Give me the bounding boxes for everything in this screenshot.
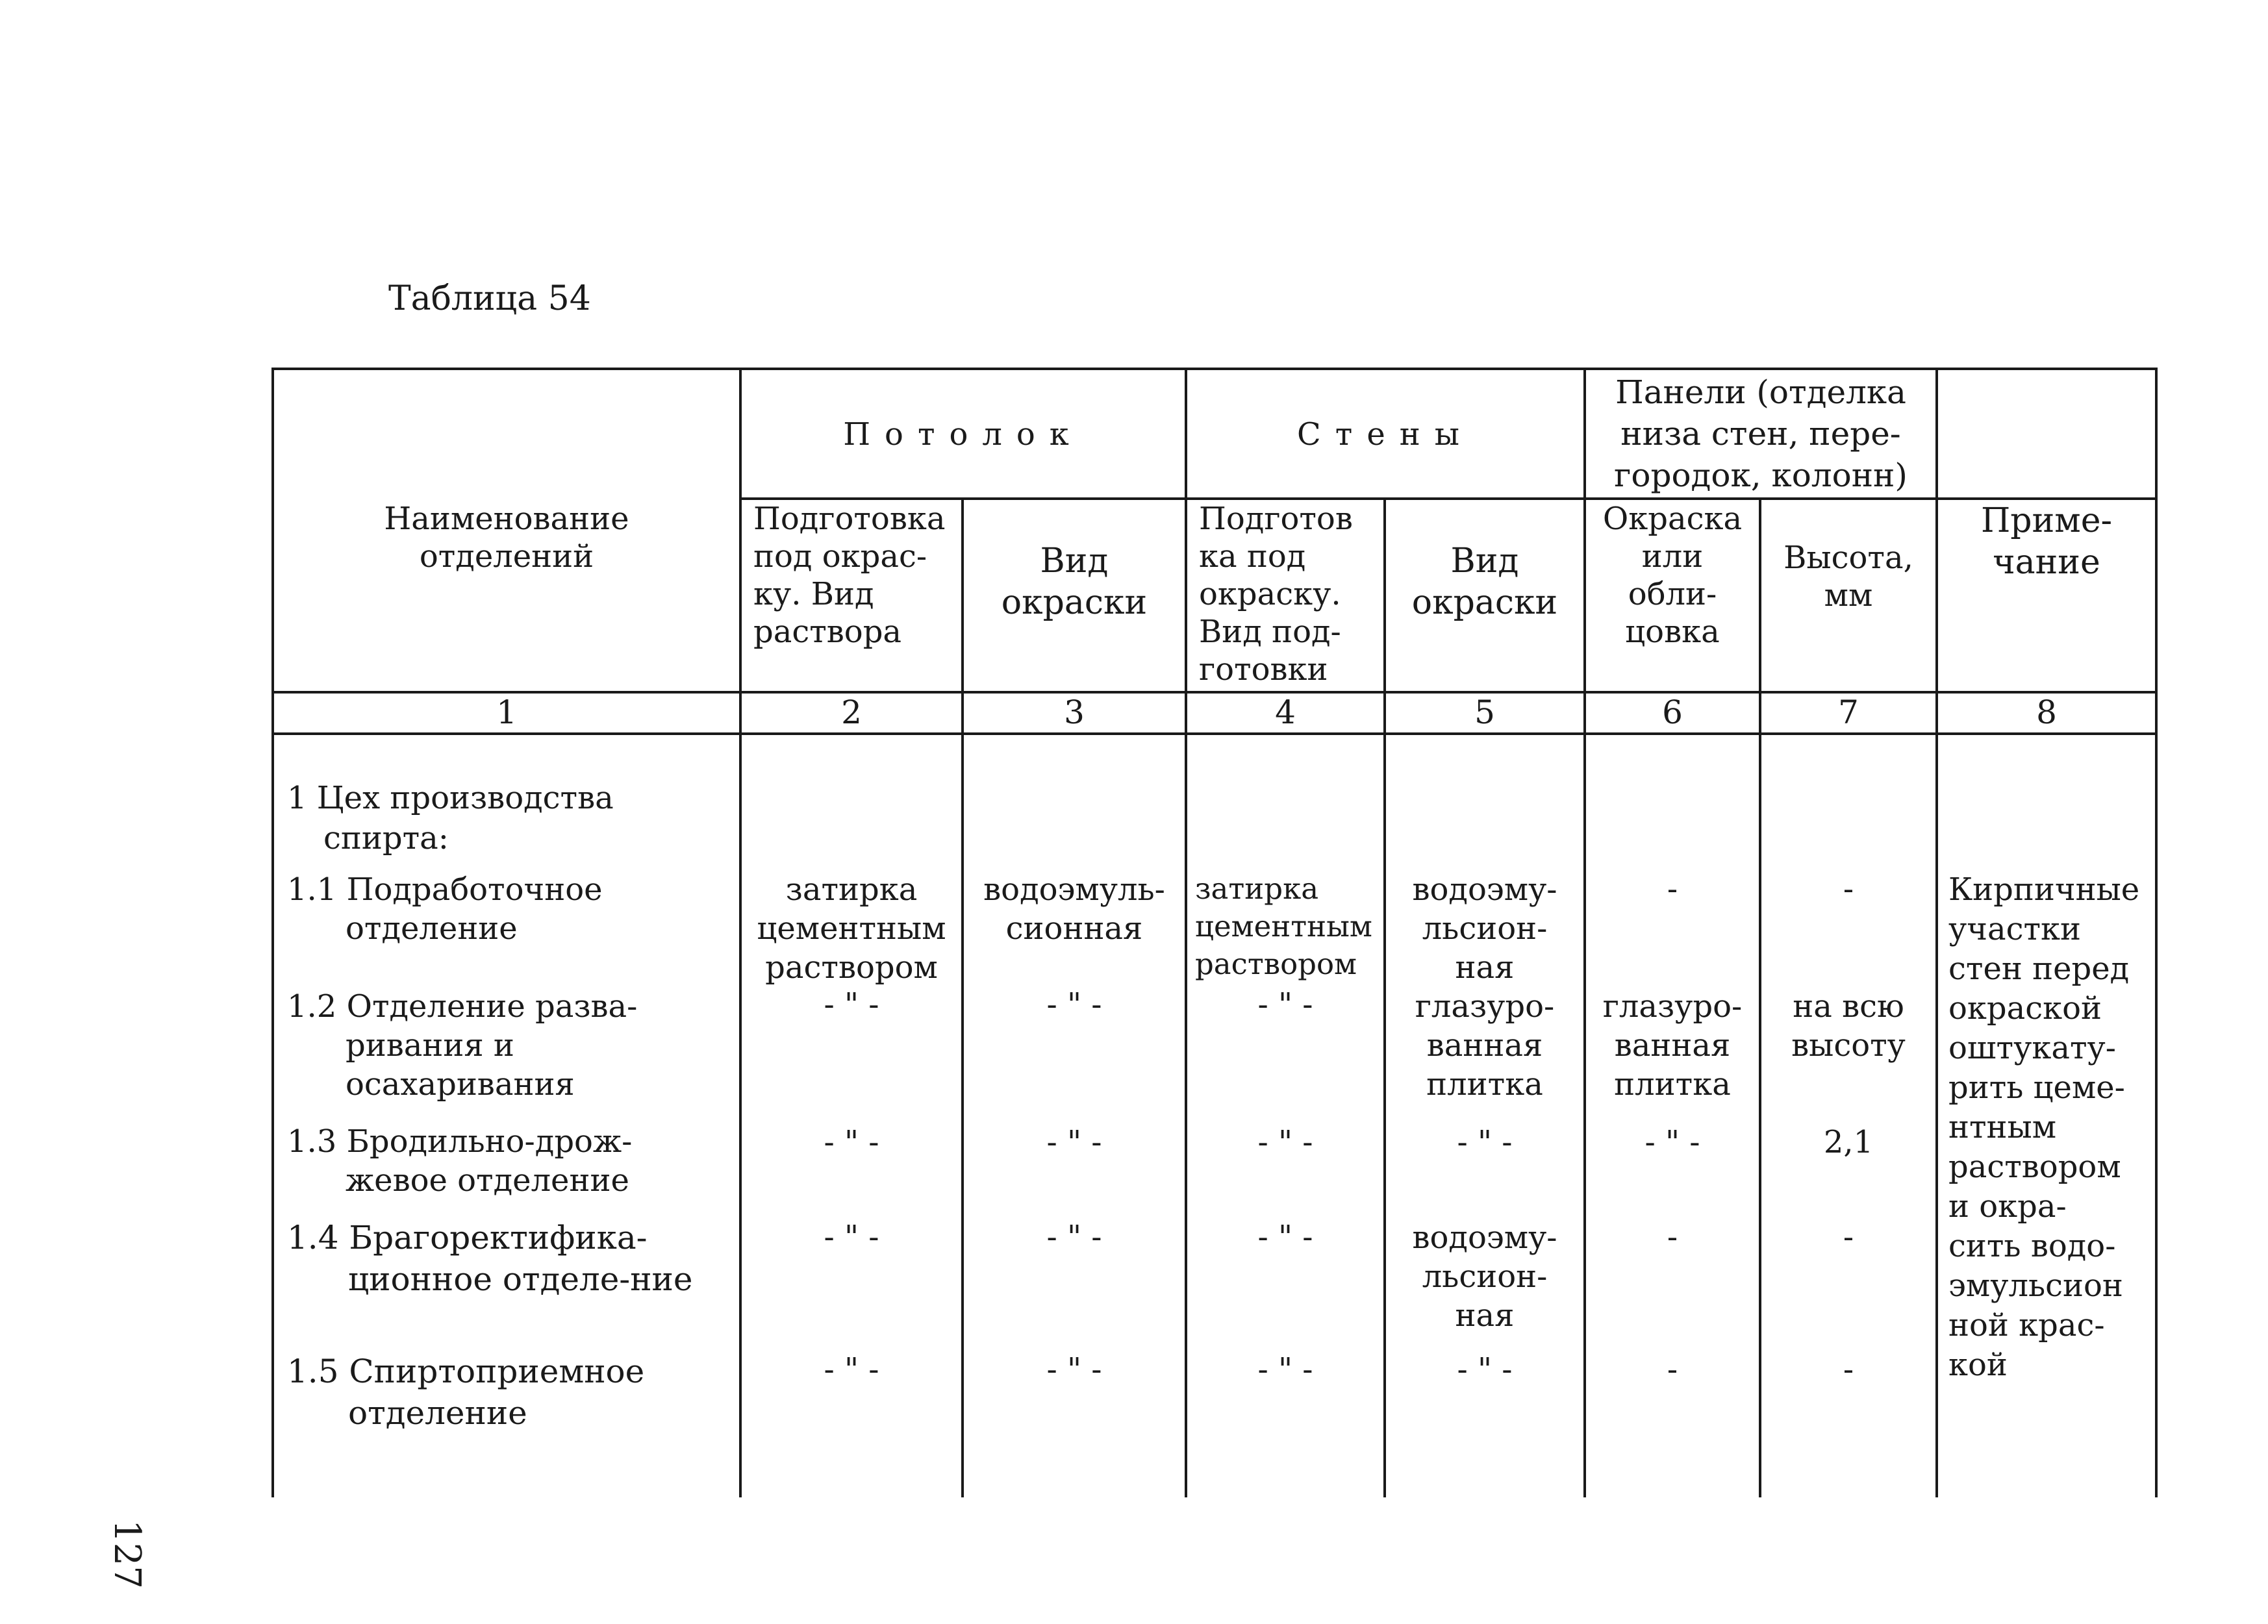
cell-col5 xyxy=(1386,987,1583,1104)
cell-line: плитка xyxy=(1614,1066,1731,1103)
cell-line: водоэму- xyxy=(1412,871,1557,908)
cell-line: ванная xyxy=(1614,1027,1731,1064)
header-col3 xyxy=(964,540,1185,623)
column-number: 6 xyxy=(1662,693,1683,731)
row-name-line: ривания и xyxy=(346,1027,514,1064)
cell-col7: - xyxy=(1843,1351,1854,1388)
cell-col4 xyxy=(1195,870,1383,983)
note-line: эмульсион xyxy=(1948,1268,2123,1304)
header-col8-line: чание xyxy=(1993,543,2100,582)
header-panels-group xyxy=(1586,371,1935,496)
section-title xyxy=(287,778,735,858)
section-title-line: 1 Цех производства xyxy=(287,780,614,816)
header-walls-group: Стены xyxy=(1297,416,1474,453)
cell-line: плитка xyxy=(1426,1066,1543,1103)
cell-col6: - xyxy=(1667,1219,1678,1255)
column-number: 5 xyxy=(1474,693,1495,731)
cell-col7: - xyxy=(1843,871,1854,907)
cell-col2: - " - xyxy=(824,1124,879,1160)
cell-line: затирка xyxy=(1195,871,1319,906)
table-row xyxy=(287,1351,742,1434)
cell-line: водоэмуль- xyxy=(983,871,1165,908)
header-col4-line: окраску. xyxy=(1199,576,1341,612)
cell-col7: - xyxy=(1843,1219,1854,1255)
cell-line: на всю xyxy=(1793,988,1904,1025)
header-col2-line: под окрас- xyxy=(753,538,927,575)
cell-col3: - " - xyxy=(1046,986,1102,1023)
cell-col5 xyxy=(1386,870,1583,987)
cell-line: ная xyxy=(1455,949,1515,986)
cell-line: глазуро- xyxy=(1602,988,1743,1025)
header-col6-line: Окраска xyxy=(1602,501,1743,537)
cell-line: глазуро- xyxy=(1415,988,1555,1025)
cell-col7: 2,1 xyxy=(1823,1124,1874,1160)
cell-line: сионная xyxy=(1005,910,1143,947)
column-number: 1 xyxy=(496,693,517,731)
cell-col3: - " - xyxy=(1046,1124,1102,1160)
header-col3-line: окраски xyxy=(1001,583,1148,622)
cell-col4: - " - xyxy=(1257,1351,1313,1388)
column-number: 2 xyxy=(841,693,862,731)
header-col6 xyxy=(1586,500,1759,651)
cell-col5 xyxy=(1386,1218,1583,1335)
header-col5-line: Вид xyxy=(1450,542,1519,581)
note-line: окраской xyxy=(1948,990,2102,1027)
cell-col3 xyxy=(964,870,1185,948)
cell-line: раствором xyxy=(1195,947,1357,981)
row-name-line: 1.1 Подработочное xyxy=(287,871,603,908)
cell-line: льсион- xyxy=(1422,1258,1548,1295)
cell-col2: - " - xyxy=(824,1351,879,1388)
cell-col4: - " - xyxy=(1257,986,1313,1023)
row-name-line: отделение xyxy=(346,910,518,947)
page-number: 127 xyxy=(106,1519,148,1589)
cell-col4: - " - xyxy=(1257,1219,1313,1255)
header-panels-line: городок, колонн) xyxy=(1614,456,1908,494)
header-col4-line: Подготов xyxy=(1199,501,1353,537)
header-panels-line: низа стен, пере- xyxy=(1620,415,1901,453)
row-name-line: 1.5 Спиртоприемное xyxy=(287,1353,645,1390)
cell-line: высоту xyxy=(1791,1027,1906,1064)
table-caption: Таблица 54 xyxy=(388,279,591,318)
cell-col6: - xyxy=(1667,1351,1678,1388)
note-line: участки xyxy=(1948,911,2082,947)
header-col4-line: Вид под- xyxy=(1199,614,1341,650)
header-col1-line: отделений xyxy=(419,538,594,575)
header-col7 xyxy=(1761,539,1935,614)
row-name-line: отделение xyxy=(348,1394,527,1432)
note-line: кой xyxy=(1948,1347,2008,1383)
note-line: рить цеме- xyxy=(1948,1069,2125,1106)
header-col1 xyxy=(274,500,739,575)
cell-col4: - " - xyxy=(1257,1124,1313,1160)
cell-line: раствором xyxy=(765,949,938,986)
row-name-line: 1.2 Отделение разва- xyxy=(287,988,638,1025)
header-ceiling-group: Потолок xyxy=(843,416,1083,453)
note-line: стен перед xyxy=(1948,951,2130,987)
cell-col6 xyxy=(1586,987,1759,1104)
column-number: 8 xyxy=(2036,693,2057,731)
header-col1-line: Наименование xyxy=(384,501,629,537)
note-line: оштукату- xyxy=(1948,1030,2116,1066)
section-title-line: спирта: xyxy=(323,820,449,856)
cell-col6: - " - xyxy=(1644,1124,1700,1160)
cell-col3: - " - xyxy=(1046,1351,1102,1388)
cell-col2: - " - xyxy=(824,986,879,1023)
table-row xyxy=(287,1217,742,1300)
header-col2-line: раствора xyxy=(753,614,902,650)
header-col4-line: ка под xyxy=(1199,538,1306,575)
header-panels-line: Панели (отделка xyxy=(1615,373,1906,411)
header-col2-line: ку. Вид xyxy=(753,576,874,612)
note-line: сить водо- xyxy=(1948,1228,2116,1264)
header-col6-line: обли- xyxy=(1628,576,1717,612)
note-line: Кирпичные xyxy=(1948,871,2140,908)
header-col3-line: Вид xyxy=(1040,542,1109,581)
cell-line: затирка xyxy=(785,871,918,908)
header-col6-line: или xyxy=(1641,538,1704,575)
column-number: 3 xyxy=(1064,693,1085,731)
cell-col2 xyxy=(742,870,961,987)
column-number: 4 xyxy=(1275,693,1296,731)
column-number: 7 xyxy=(1838,693,1859,731)
header-col5-line: окраски xyxy=(1411,583,1558,622)
note-line: раствором xyxy=(1948,1149,2121,1185)
header-col2 xyxy=(753,500,961,651)
cell-col2: - " - xyxy=(824,1219,879,1255)
row-name-line: жевое отделение xyxy=(346,1162,629,1199)
table-row xyxy=(287,870,735,948)
header-col8 xyxy=(1938,500,2155,583)
table-row xyxy=(287,987,735,1104)
note-column xyxy=(1948,870,2155,1385)
cell-col7 xyxy=(1761,987,1935,1065)
row-name-line: осахаривания xyxy=(346,1066,575,1103)
cell-line: льсион- xyxy=(1422,910,1548,947)
cell-col5: - " - xyxy=(1457,1124,1513,1160)
header-col7-line: мм xyxy=(1824,577,1873,614)
note-line: ной крас- xyxy=(1948,1307,2105,1343)
header-col5 xyxy=(1386,540,1583,623)
header-col2-line: Подготовка xyxy=(753,501,946,537)
cell-line: водоэму- xyxy=(1412,1219,1557,1256)
row-name-line: 1.4 Брагоректифика- xyxy=(287,1219,648,1256)
row-name-line: 1.3 Бродильно-дрож- xyxy=(287,1123,633,1160)
cell-col6: - xyxy=(1667,871,1678,907)
header-col4 xyxy=(1199,500,1383,688)
note-line: нтным xyxy=(1948,1109,2057,1145)
header-col6-line: цовка xyxy=(1625,614,1720,650)
table-row xyxy=(287,1122,735,1200)
cell-col3: - " - xyxy=(1046,1219,1102,1255)
header-col7-line: Высота, xyxy=(1783,540,1913,576)
cell-line: ванная xyxy=(1426,1027,1543,1064)
row-name-line: ционное отделе-ние xyxy=(348,1260,693,1298)
cell-line: ная xyxy=(1455,1297,1515,1334)
cell-col5: - " - xyxy=(1457,1351,1513,1388)
cell-line: цементным xyxy=(757,910,946,947)
note-line: и окра- xyxy=(1948,1188,2067,1225)
cell-line: цементным xyxy=(1195,909,1372,943)
header-col8-line: Приме- xyxy=(1980,501,2113,540)
header-col4-line: готовки xyxy=(1199,651,1328,688)
